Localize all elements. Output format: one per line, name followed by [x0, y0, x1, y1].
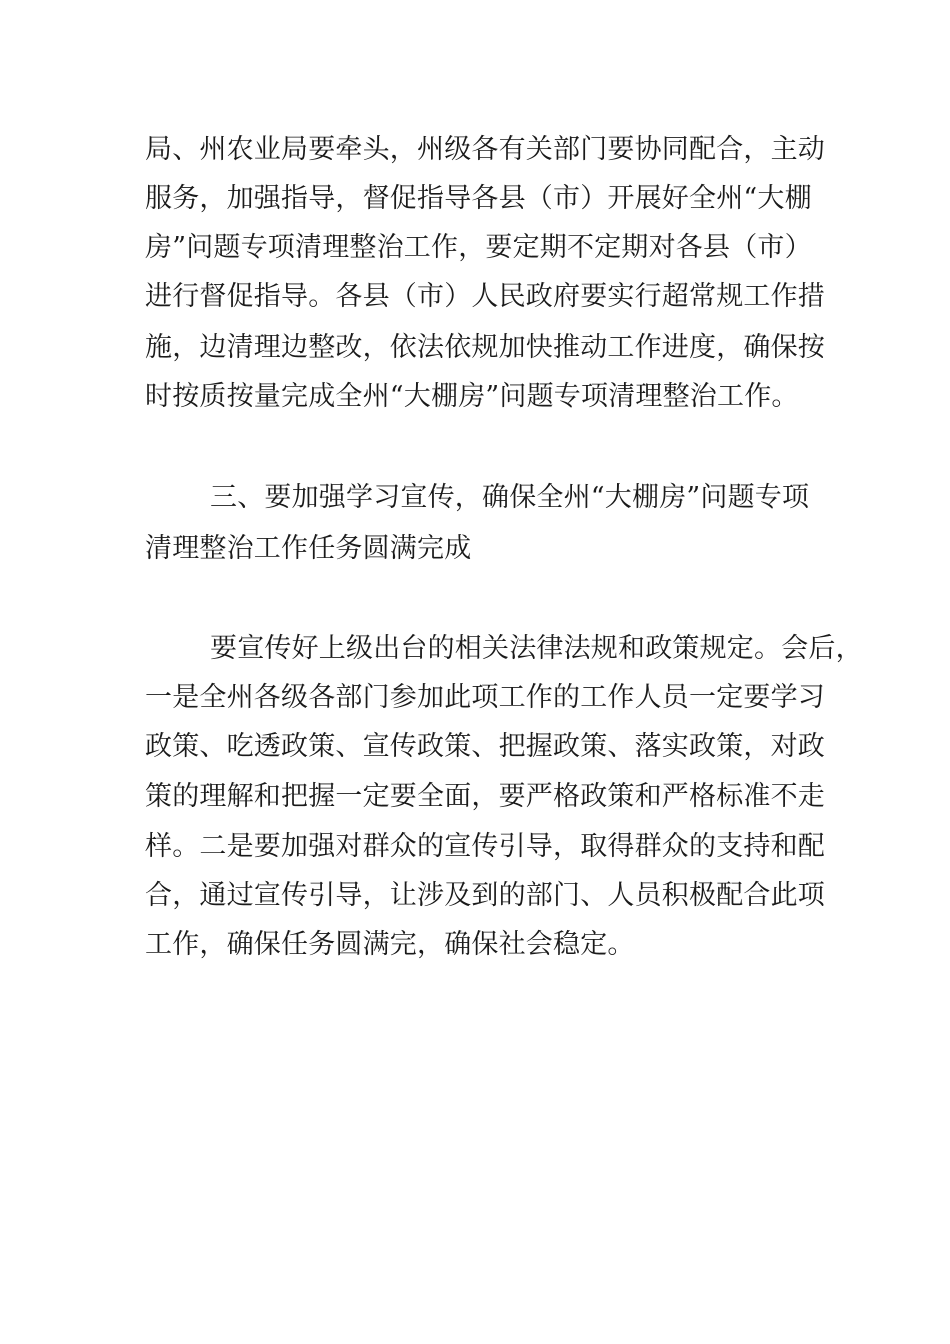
text-line: 局、州农业局要牵头，州级各有关部门要协同配合，主动 — [145, 134, 825, 165]
text-line: 时按质按量完成全州“大棚房”问题专项清理整治工作。 — [145, 381, 799, 412]
text-line: 合，通过宣传引导，让涉及到的部门、人员积极配合此项 — [145, 880, 825, 911]
text-line: 服务，加强指导，督促指导各县（市）开展好全州“大棚 — [145, 183, 812, 214]
text-line: 要宣传好上级出台的相关法律法规和政策规定。会后， — [210, 633, 863, 664]
text-line: 策的理解和把握一定要全面，要严格政策和严格标准不走 — [145, 781, 825, 812]
text-line: 工作，确保任务圆满完，确保社会稳定。 — [145, 929, 635, 960]
text-line: 政策、吃透政策、宣传政策、把握政策、落实政策，对政 — [145, 731, 825, 762]
heading-line: 三、要加强学习宣传，确保全州“大棚房”问题专项 — [210, 482, 810, 513]
text-line: 施，边清理边整改，依法依规加快推动工作进度，确保按 — [145, 332, 825, 363]
heading-line: 清理整治工作任务圆满完成 — [145, 533, 472, 564]
text-line: 进行督促指导。各县（市）人民政府要实行超常规工作措 — [145, 281, 825, 312]
text-line: 样。二是要加强对群众的宣传引导，取得群众的支持和配 — [145, 831, 825, 862]
text-line: 一是全州各级各部门参加此项工作的工作人员一定要学习 — [145, 682, 825, 713]
text-line: 房”问题专项清理整治工作，要定期不定期对各县（市） — [145, 232, 812, 263]
